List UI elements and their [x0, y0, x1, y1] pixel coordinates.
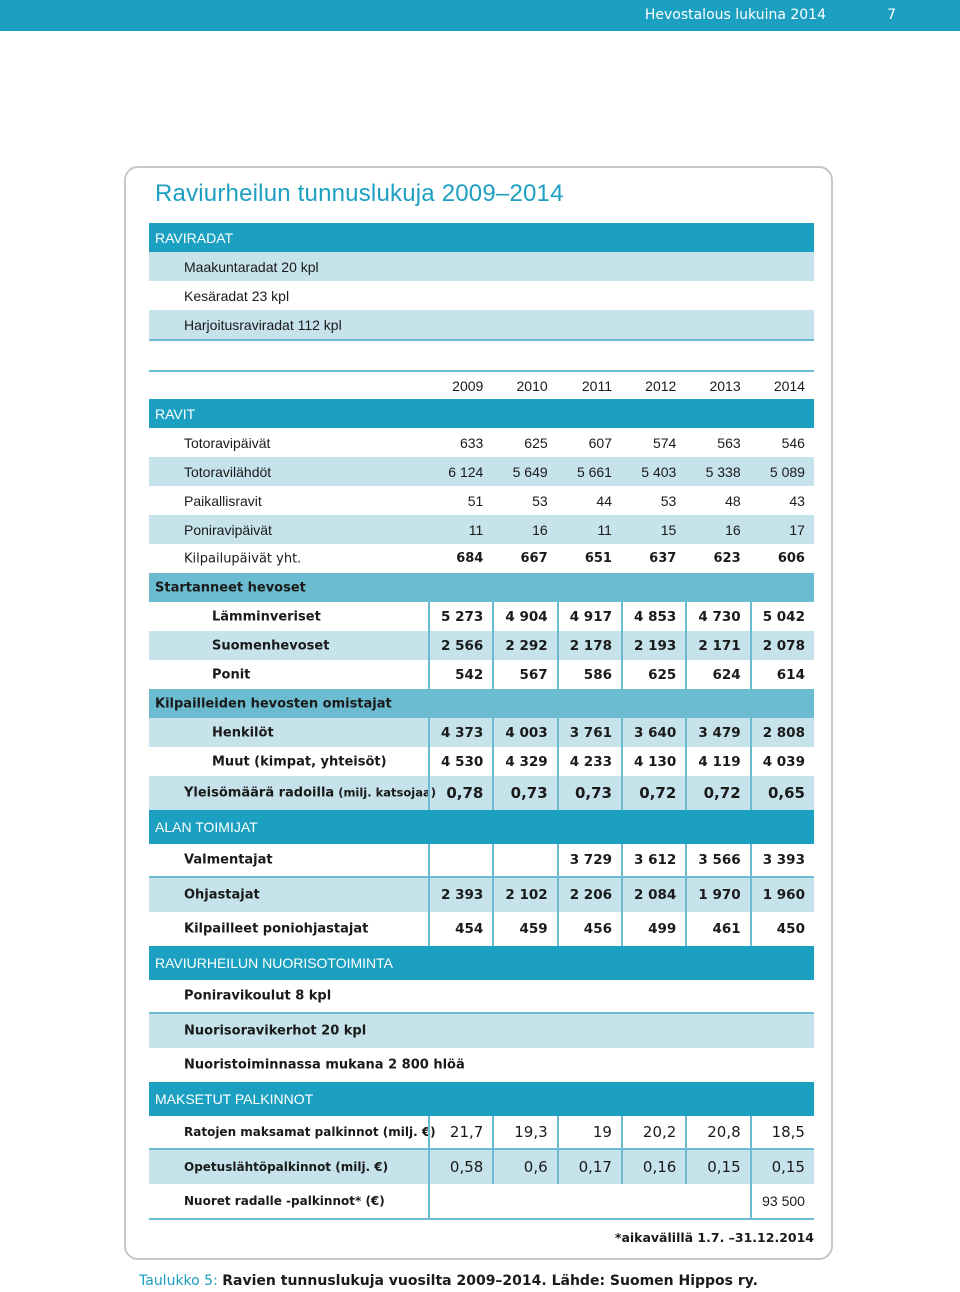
table-cell: 4 039 [750, 747, 814, 776]
table-row [149, 912, 814, 946]
nuoriso-item-label: Nuorisoravikerhot 20 kpl [184, 1023, 367, 1039]
table-row [149, 631, 814, 660]
table-cell: 0,58 [428, 1150, 492, 1184]
table-row-label: Poniravipäivät [184, 521, 272, 538]
table-row [149, 747, 814, 776]
page-number: 7 [887, 7, 896, 23]
table-row [149, 878, 814, 912]
table-cell: 4 730 [685, 602, 749, 631]
section-raviradat-label: RAVIRADAT [155, 229, 234, 246]
table-cell: 2 393 [428, 878, 492, 912]
section-startanneet [149, 573, 814, 602]
table-cell: 2012 [645, 377, 677, 394]
table-row-cells [428, 631, 814, 660]
table-cell: 3 479 [685, 718, 749, 747]
table-cell: 3 566 [685, 844, 749, 876]
table-row-cells [428, 428, 814, 457]
table-cell: 19 [557, 1116, 621, 1148]
table-cell [428, 844, 492, 876]
table-row [149, 1116, 814, 1150]
table-cell: 4 917 [557, 602, 621, 631]
table-row [149, 660, 814, 689]
table-row-cells [428, 515, 814, 544]
table-cell: 2 078 [750, 631, 814, 660]
table-cell: 684 [456, 551, 484, 566]
section-toimijat-label: ALAN TOIMIJAT [155, 819, 258, 835]
table-row [149, 602, 814, 631]
section-startanneet-label: Startanneet hevoset [155, 580, 306, 595]
table-cell: 5 403 [641, 463, 677, 480]
years-header-row-cells [428, 372, 814, 399]
table-cell: 16 [532, 521, 548, 538]
table-cell: 0,73 [557, 776, 621, 810]
table-row-yleiso-label-text: Yleisömäärä radoilla [184, 785, 335, 801]
table-row-cells [428, 747, 814, 776]
table-row-nuoret-cells [428, 1184, 814, 1218]
table-row [149, 544, 814, 573]
table-row-cells [428, 912, 814, 946]
table-cell: 17 [789, 521, 805, 538]
table-cell: 4 130 [621, 747, 685, 776]
table-cell: 2009 [452, 377, 484, 394]
table-cell: 542 [428, 660, 492, 689]
table-row-label: Valmentajat [184, 852, 273, 868]
table-cell: 4 530 [428, 747, 492, 776]
table-cell: 4 329 [492, 747, 556, 776]
section-palkinnot [149, 1082, 814, 1116]
table-row-label: Opetuslähtöpalkinnot (milj. €) [184, 1160, 389, 1174]
page-header [0, 0, 960, 31]
table-row-cells [428, 486, 814, 515]
caption-label: Taulukko 5: [139, 1273, 218, 1289]
table-cell: 567 [492, 660, 556, 689]
table-cell: 4 003 [492, 718, 556, 747]
table-row-yleiso [149, 776, 814, 810]
table-cell: 5 089 [769, 463, 805, 480]
table-row [149, 457, 814, 486]
table-cell: 4 853 [621, 602, 685, 631]
table-row [149, 428, 814, 457]
table-row [149, 515, 814, 544]
table-cell: 623 [713, 551, 741, 566]
section-omistajat [149, 689, 814, 718]
caption-text: Ravien tunnuslukuja vuosilta 2009–2014. Lähde: Suomen Hippos ry. [222, 1273, 758, 1289]
table-cell: 0,17 [557, 1150, 621, 1184]
table-cell: 0,73 [492, 776, 556, 810]
table-cell: 4 904 [492, 602, 556, 631]
table-row-label: Totoravipäivät [184, 434, 271, 451]
nuoriso-item [149, 1048, 814, 1082]
table-row-label: Totoravilähdöt [184, 463, 272, 480]
table-caption [139, 1273, 758, 1289]
table-cell: 459 [492, 912, 556, 946]
table-cell: 633 [459, 434, 484, 451]
table-row-cells [428, 878, 814, 912]
raviradat-item-label: Kesäradat 23 kpl [184, 287, 290, 304]
header-title: Hevostalous lukuina 2014 [644, 7, 826, 23]
table-cell: 2 171 [685, 631, 749, 660]
table-cell: 20,8 [685, 1116, 749, 1148]
table-row [149, 718, 814, 747]
table-cell: 93 500 [750, 1184, 814, 1218]
table-cell: 48 [725, 492, 741, 509]
table-cell: 53 [660, 492, 677, 509]
table-cell: 546 [781, 434, 805, 451]
table-cell: 625 [621, 660, 685, 689]
table-cell: 5 273 [428, 602, 492, 631]
table-cell: 625 [524, 434, 548, 451]
table-cell: 2 193 [621, 631, 685, 660]
table-row-label: Ponit [212, 667, 251, 682]
table-cell: 53 [532, 492, 548, 509]
page-title: Raviurheilun tunnuslukuja 2009–2014 [155, 180, 564, 207]
table-row-cells [428, 1150, 814, 1184]
table-cell: 563 [717, 434, 741, 451]
table-row-yleiso-unit: (milj. katsojaa) [338, 785, 436, 800]
table-row-label: Henkilöt [212, 725, 274, 740]
table-row-nuoret-label: Nuoret radalle -palkinnot* (€) [184, 1194, 385, 1208]
raviradat-item [149, 310, 814, 341]
table-cell [492, 844, 556, 876]
table-cell: 461 [685, 912, 749, 946]
section-raviradat [149, 223, 814, 252]
table-cell: 51 [467, 492, 484, 509]
table-row-label: Ohjastajat [184, 887, 260, 903]
table-cell: 454 [428, 912, 492, 946]
table-cell: 19,3 [492, 1116, 556, 1148]
table-cell: 586 [557, 660, 621, 689]
section-nuoriso-label: RAVIURHEILUN NUORISOTOIMINTA [155, 955, 394, 971]
table-cell: 1 960 [750, 878, 814, 912]
table-row [149, 1150, 814, 1184]
years-header-row [149, 370, 814, 399]
nuoriso-item [149, 980, 814, 1014]
table-row-label: Suomenhevoset [212, 638, 330, 653]
table-cell: 0,15 [685, 1150, 749, 1184]
table-cell: 2 206 [557, 878, 621, 912]
footnote: *aikavälillä 1.7. –31.12.2014 [614, 1230, 814, 1245]
table-cell-empty [428, 1184, 750, 1218]
table-cell: 15 [660, 521, 677, 538]
table-cell: 2010 [516, 377, 548, 394]
table-row-label: Ratojen maksamat palkinnot (milj. €) [184, 1125, 436, 1139]
table-cell: 574 [652, 434, 677, 451]
table-cell: 2011 [581, 377, 612, 394]
table-cell: 16 [725, 521, 741, 538]
table-row-yleiso-label [184, 786, 436, 801]
table-cell: 11 [468, 521, 484, 538]
table-cell: 0,72 [621, 776, 685, 810]
table-cell: 5 661 [576, 463, 612, 480]
table-cell: 2014 [773, 377, 805, 394]
table-cell: 5 338 [705, 463, 741, 480]
nuoriso-item [149, 1014, 814, 1048]
table-cell: 0,65 [750, 776, 814, 810]
table-cell: 624 [685, 660, 749, 689]
table-cell: 18,5 [750, 1116, 814, 1148]
table-row-label: Kilpailupäivät yht. [184, 551, 302, 566]
table-row-label: Kilpailleet poniohjastajat [184, 921, 369, 937]
raviradat-item-label: Maakuntaradat 20 kpl [184, 258, 319, 275]
table-row [149, 844, 814, 878]
table-cell: 2013 [709, 377, 741, 394]
raviradat-item [149, 281, 814, 310]
table-cell: 44 [596, 492, 612, 509]
section-toimijat [149, 810, 814, 844]
table-row-cells [428, 544, 814, 573]
table-cell: 2 808 [750, 718, 814, 747]
table-cell: 651 [584, 551, 612, 566]
table-cell: 606 [777, 551, 805, 566]
table-row [149, 486, 814, 515]
table-cell: 0,72 [685, 776, 749, 810]
table-cell: 0,6 [492, 1150, 556, 1184]
table-cell: 3 761 [557, 718, 621, 747]
table-cell: 0,78 [428, 776, 492, 810]
table-cell: 667 [520, 551, 548, 566]
table-cell: 614 [750, 660, 814, 689]
table-cell: 5 042 [750, 602, 814, 631]
table-cell: 3 640 [621, 718, 685, 747]
table-cell: 1 970 [685, 878, 749, 912]
table-cell: 4 373 [428, 718, 492, 747]
raviradat-item [149, 252, 814, 281]
section-palkinnot-label: MAKSETUT PALKINNOT [155, 1091, 314, 1107]
table-cell: 5 649 [512, 463, 548, 480]
table-cell: 21,7 [428, 1116, 492, 1148]
table-cell: 2 102 [492, 878, 556, 912]
table-cell: 43 [789, 492, 805, 509]
table-row-cells [428, 844, 814, 876]
nuoriso-item-label: Poniravikoulut 8 kpl [184, 988, 332, 1004]
table-row-label: Paikallisravit [184, 492, 262, 509]
table-cell: 4 119 [685, 747, 749, 776]
table-row-label: Muut (kimpat, yhteisöt) [212, 754, 387, 769]
table-cell: 0,16 [621, 1150, 685, 1184]
table-cell: 11 [597, 521, 612, 538]
table-cell: 450 [750, 912, 814, 946]
table-cell: 2 084 [621, 878, 685, 912]
table-row-cells [428, 718, 814, 747]
table-row-nuoret [149, 1184, 814, 1220]
table-row-yleiso-cells [428, 776, 814, 810]
table-row-cells [428, 602, 814, 631]
table-cell: 2 292 [492, 631, 556, 660]
table-cell: 0,15 [750, 1150, 814, 1184]
table-cell: 607 [588, 434, 612, 451]
section-nuoriso [149, 946, 814, 980]
table-cell: 2 178 [557, 631, 621, 660]
table-cell: 456 [557, 912, 621, 946]
table-cell: 3 612 [621, 844, 685, 876]
table-cell: 637 [649, 551, 677, 566]
table-cell: 499 [621, 912, 685, 946]
table-row-cells [428, 457, 814, 486]
nuoriso-item-label: Nuoristoiminnassa mukana 2 800 hlöä [184, 1057, 465, 1073]
raviradat-item-label: Harjoitusraviradat 112 kpl [184, 316, 342, 333]
table-cell: 2 566 [428, 631, 492, 660]
table-row-cells [428, 660, 814, 689]
table-cell: 20,2 [621, 1116, 685, 1148]
section-ravit-label: RAVIT [155, 405, 196, 422]
section-omistajat-label: Kilpailleiden hevosten omistajat [155, 696, 392, 711]
table-cell: 6 124 [448, 463, 484, 480]
section-ravit [149, 399, 814, 428]
table-row-label: Lämminveriset [212, 609, 321, 624]
table-cell: 3 729 [557, 844, 621, 876]
table-cell: 3 393 [750, 844, 814, 876]
table-row-cells [428, 1116, 814, 1148]
table-cell: 4 233 [557, 747, 621, 776]
